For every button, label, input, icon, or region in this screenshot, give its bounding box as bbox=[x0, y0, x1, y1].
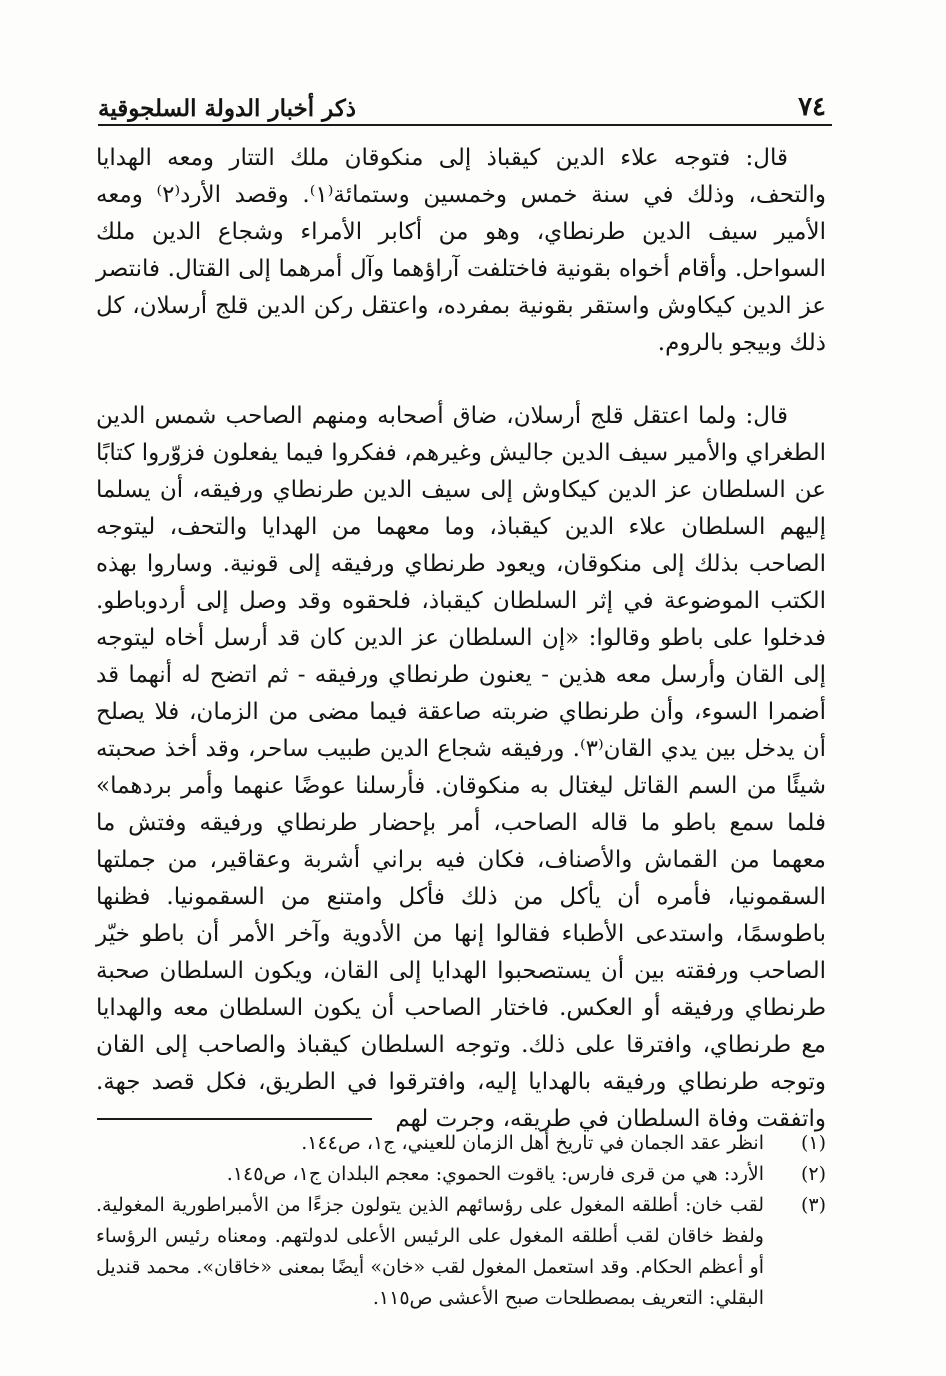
page-number: ٧٤ bbox=[798, 92, 826, 122]
footnote-rule bbox=[97, 1118, 372, 1120]
header-rule bbox=[98, 124, 832, 126]
footnote-number: (١) bbox=[800, 1132, 826, 1154]
running-title: ذكر أخبار الدولة السلجوقية bbox=[98, 95, 357, 122]
footnote bbox=[96, 1128, 826, 1159]
footnotes bbox=[96, 1128, 826, 1314]
footnote bbox=[96, 1159, 826, 1190]
main-text bbox=[96, 140, 826, 1138]
footnote-text: لقب خان: أطلقه المغول على رؤسائهم الذين يتولون جزءًا من الأمبراطورية المغولية. ولفظ خاقان لقب أطلقه المغول على الرئيس الأعلى لدولتهم. ومعناه رئيس الرؤساء أو أعظم الحكام. وقد استعمل المغول لقب «خان» أيضًا بمعنى «خاقان». محمد قنديل البقلي: التعريف بمصطلحات صبح الأعشى ص١١٥. bbox=[96, 1194, 764, 1309]
footnote-text: انظر عقد الجمان في تاريخ أهل الزمان للعيني، ج١، ص١٤٤. bbox=[301, 1132, 764, 1154]
footnote bbox=[96, 1190, 826, 1314]
footnote-text: الأرد: هي من قرى فارس: ياقوت الحموي: معجم البلدان ج١، ص١٤٥. bbox=[226, 1163, 764, 1185]
paragraph: قال: ولما اعتقل قلج أرسلان، ضاق أصحابه ومنهم الصاحب شمس الدين الطغراي والأمير سيف الدين جاليش وغيرهم، ففكروا فيما يفعلون فزوّروا كتابًا عن السلطان عز الدين كيكاوش إلى سيف الدين طرنطاي ورفيقه، أن يسلما إليهم السلطان علاء الدين كيقباذ، وما معهما من الهدايا والتحف، ليتوجه الصاحب بذلك إلى منكوقان، ويعود طرنطاي ورفيقه إلى قونية. وساروا بهذه الكتب الموضوعة في إثر السلطان كيقباذ، فلحقوه وقد وصل إلى أردوباطو. فدخلوا على باطو وقالوا: «إن السلطان عز الدين كان قد أرسل أخاه ليتوجه إلى القان وأرسل معه هذين - يعنون طرنطاي ورفيقه - ثم اتضح له أنهما قد أضمرا السوء، وأن طرنطاي ضربته صاعقة فيما مضى من الزمان، فلا يصلح أن يدخل بين يدي القان⁽٣⁾. ورفيقه شجاع الدين طبيب ساحر، وقد أخذ صحبته شيئًا من السم القاتل ليغتال به منكوقان. فأرسلنا عوضًا عنهما وأمر بردهما» فلما سمع باطو ما قاله الصاحب، أمر بإحضار طرنطاي ورفيقه وفتش ما معهما من القماش والأصناف، فكان فيه براني أشربة وعقاقير، من جملتها السقمونيا، فأمره أن يأكل من ذلك فأكل وامتنع من السقمونيا. فظنها باطوسمًا، واستدعى الأطباء فقالوا إنها من الأدوية وآخر الأمر أن باطو خيّر الصاحب ورفقته بين أن يستصحبوا الهدايا إلى القان، ويكون السلطان صحبة طرنطاي ورفيقه أو العكس. فاختار الصاحب أن يكون السلطان معه والهدايا مع طرنطاي، وافترقا على ذلك. وتوجه السلطان كيقباذ والصاحب إلى القان وتوجه طرنطاي ورفيقه بالهدايا إليه، وافترقوا في الطريق، فكل قصد جهة. واتفقت وفاة السلطان في طريقه، وجرت لهم bbox=[96, 403, 827, 1132]
paragraph: قال: فتوجه علاء الدين كيقباذ إلى منكوقان ملك التتار ومعه الهدايا والتحف، وذلك في سنة خمس وخمسين وستمائة⁽١⁾. وقصد الأرد⁽٢⁾ ومعه الأمير سيف الدين طرنطاي، وهو من أكابر الأمراء وشجاع الدين ملك السواحل. وأقام أخواه بقونية فاختلفت آراؤهما وآل أمرهما إلى القتال. فانتصر عز الدين كيكاوش واستقر بقونية بمفرده، واعتقل ركن الدين قلج أرسلان، كل ذلك وبيجو بالروم. bbox=[96, 145, 826, 356]
page-header bbox=[98, 78, 826, 122]
footnote-number: (٣) bbox=[800, 1194, 826, 1216]
footnote-number: (٢) bbox=[800, 1163, 826, 1185]
